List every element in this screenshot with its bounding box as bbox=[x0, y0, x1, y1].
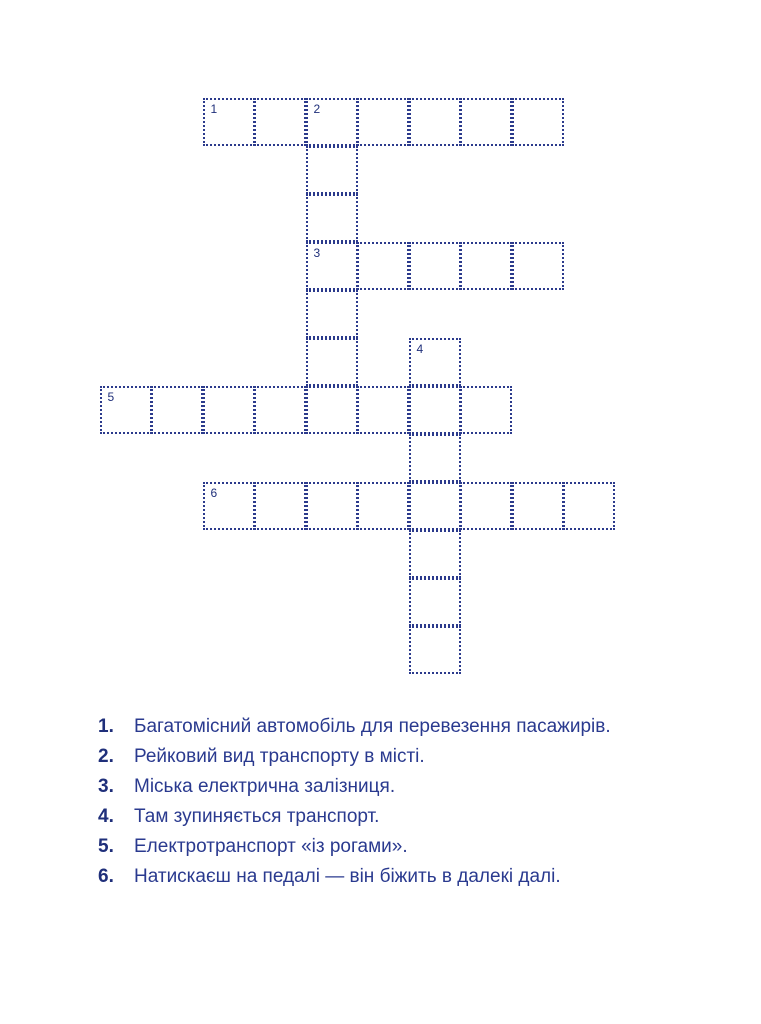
clue-text: Багатомісний автомобіль для перевезення пасажирів. bbox=[134, 716, 611, 737]
crossword-cell[interactable] bbox=[460, 242, 512, 290]
crossword-cell[interactable] bbox=[409, 242, 461, 290]
crossword-cell[interactable] bbox=[254, 98, 306, 146]
clue-text: Міська електрична залізниця. bbox=[134, 776, 396, 797]
crossword-cell[interactable] bbox=[409, 578, 461, 626]
clue-text: Рейковий вид транспорту в місті. bbox=[134, 746, 425, 767]
clue-list bbox=[98, 712, 738, 892]
crossword-cell[interactable] bbox=[409, 530, 461, 578]
crossword-cell[interactable] bbox=[409, 338, 461, 386]
crossword-cell[interactable] bbox=[460, 482, 512, 530]
clue-item bbox=[98, 862, 738, 892]
clue-number-label: 2 bbox=[313, 102, 321, 116]
clue-text: Там зупиняється транспорт. bbox=[134, 806, 380, 827]
crossword-cell[interactable] bbox=[357, 98, 409, 146]
crossword-cell[interactable] bbox=[306, 290, 358, 338]
clue-number: 2. bbox=[98, 746, 114, 767]
crossword-cell[interactable] bbox=[306, 482, 358, 530]
crossword-cell[interactable] bbox=[512, 242, 564, 290]
clue-number: 3. bbox=[98, 776, 114, 797]
crossword-cell[interactable] bbox=[409, 434, 461, 482]
clue-item bbox=[98, 802, 738, 832]
crossword-cell[interactable] bbox=[100, 386, 152, 434]
clue-item bbox=[98, 772, 738, 802]
clue-text: Електротранспорт «із рогами». bbox=[134, 836, 408, 857]
crossword-cell[interactable] bbox=[254, 386, 306, 434]
clue-item bbox=[98, 832, 738, 862]
crossword-cell[interactable] bbox=[306, 242, 358, 290]
crossword-cell[interactable] bbox=[254, 482, 306, 530]
crossword-cell[interactable] bbox=[460, 386, 512, 434]
clue-item bbox=[98, 712, 738, 742]
crossword-cell[interactable] bbox=[409, 98, 461, 146]
clue-number: 1. bbox=[98, 716, 114, 737]
crossword-cell[interactable] bbox=[357, 242, 409, 290]
crossword-cell[interactable] bbox=[151, 386, 203, 434]
crossword-cell[interactable] bbox=[306, 194, 358, 242]
crossword-cell[interactable] bbox=[460, 98, 512, 146]
clue-number: 4. bbox=[98, 806, 114, 827]
crossword-cell[interactable] bbox=[409, 386, 461, 434]
crossword-cell[interactable] bbox=[306, 98, 358, 146]
crossword-cell[interactable] bbox=[409, 626, 461, 674]
clue-number: 5. bbox=[98, 836, 114, 857]
clue-number-label: 6 bbox=[210, 486, 218, 500]
clue-number-label: 5 bbox=[107, 390, 115, 404]
clue-number-label: 1 bbox=[210, 102, 218, 116]
crossword-cell[interactable] bbox=[306, 386, 358, 434]
crossword-cell[interactable] bbox=[203, 386, 255, 434]
crossword-cell[interactable] bbox=[306, 338, 358, 386]
clue-number: 6. bbox=[98, 866, 114, 887]
crossword-cell[interactable] bbox=[203, 482, 255, 530]
crossword-cell[interactable] bbox=[357, 386, 409, 434]
crossword-cell[interactable] bbox=[203, 98, 255, 146]
crossword-cell[interactable] bbox=[409, 482, 461, 530]
clue-text: Натискаєш на педалі — він біжить в далекі далі. bbox=[134, 866, 561, 887]
clue-item bbox=[98, 742, 738, 772]
crossword-cell[interactable] bbox=[512, 482, 564, 530]
crossword-cell[interactable] bbox=[512, 98, 564, 146]
clue-number-label: 4 bbox=[416, 342, 424, 356]
crossword-cell[interactable] bbox=[563, 482, 615, 530]
crossword-cell[interactable] bbox=[306, 146, 358, 194]
crossword-cell[interactable] bbox=[357, 482, 409, 530]
clue-number-label: 3 bbox=[313, 246, 321, 260]
